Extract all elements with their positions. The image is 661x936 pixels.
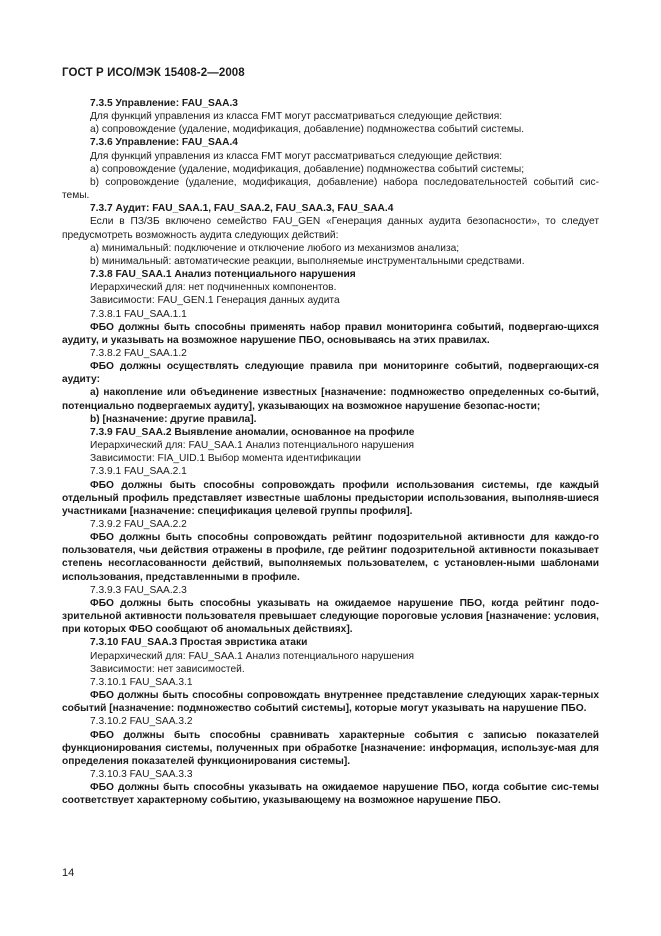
paragraph: ФБО должны быть способны сопровождать рейтинг подозрительной активности для каждо-го пользователя, чьи действия отражены в профиле, где рейтинг подозрительной активности показывает степень несогласованности действий, выполняемых пользователем, с установлен-ными шаблонами использования, представленными в профиле. — [62, 532, 599, 583]
paragraph: Иерархический для: FAU_SAA.1 Анализ потенциального нарушения — [90, 650, 415, 662]
paragraph: 7.3.8.1 FAU_SAA.1.1 — [90, 308, 187, 320]
paragraph: 7.3.10.1 FAU_SAA.3.1 — [90, 676, 193, 688]
paragraph: 7.3.7 Аудит: FAU_SAA.1, FAU_SAA.2, FAU_SAA.3, FAU_SAA.4 — [90, 203, 394, 215]
paragraph: 7.3.5 Управление: FAU_SAA.3 — [90, 98, 238, 109]
paragraph: 7.3.9.1 FAU_SAA.2.1 — [90, 466, 187, 478]
paragraph: ФБО должны быть способны указывать на ожидаемое нарушение ПБО, когда событие сис-темы соответствует характерному событию, указывающему на возможное нарушение ПБО. — [62, 782, 599, 807]
paragraph: 7.3.10 FAU_SAA.3 Простая эвристика атаки — [90, 637, 308, 649]
paragraph: Зависимости: FIA_UID.1 Выбор момента идентификации — [90, 453, 361, 465]
paragraph: 7.3.8.2 FAU_SAA.1.2 — [90, 347, 187, 359]
paragraph: 7.3.9.3 FAU_SAA.2.3 — [90, 584, 187, 596]
paragraph: ФБО должны быть способны сопровождать внутреннее представление следующих харак-терных событий [назначение: подмножество событий системы], которые могут указывать на нарушение ПБО. — [62, 690, 599, 715]
document-body — [62, 97, 599, 807]
paragraph: а) накопление или объединение известных [назначение: подмножество определенных со-бытий, потенциально подвергаемых аудиту], указывающих на возможное нарушение безопас-ности; — [62, 387, 599, 412]
paragraph: Для функций управления из класса FMT могут рассматриваться следующие действия: — [90, 150, 503, 162]
paragraph: ФБО должны быть способны сопровождать профили использования системы, где каждый отдельный профиль представляет известные шаблоны предыстории использования, выполняв-шиеся участниками [назначение: спецификация целевой группы профиля]. — [62, 479, 599, 517]
page-number: 14 — [62, 867, 75, 879]
paragraph: Иерархический для: нет подчиненных компонентов. — [90, 282, 337, 294]
paragraph: ФБО должны быть способны сравнивать характерные события с записью показателей функционирования системы, полученных при обработке [назначение: информация, использує-мая для определения показателей функционирования системы]. — [62, 729, 599, 767]
paragraph: 7.3.6 Управление: FAU_SAA.4 — [90, 137, 238, 149]
paragraph: 7.3.10.2 FAU_SAA.3.2 — [90, 716, 193, 728]
paragraph: 7.3.8 FAU_SAA.1 Анализ потенциального нарушения — [90, 269, 356, 281]
paragraph: b) минимальный: автоматические реакции, выполняемые инструментальными средствами. — [90, 255, 525, 267]
paragraph: 7.3.10.3 FAU_SAA.3.3 — [90, 768, 193, 780]
paragraph: b) [назначение: другие правила]. — [90, 413, 257, 425]
document-header: ГОСТ Р ИСО/МЭК 15408-2—2008 — [62, 67, 245, 79]
paragraph: Зависимости: FAU_GEN.1 Генерация данных аудита — [90, 295, 340, 307]
paragraph: Зависимости: нет зависимостей. — [90, 663, 245, 675]
paragraph: Если в ПЗ/ЗБ включено семейство FAU_GEN «Генерация данных аудита безопасности», то следует предусмотреть возможность аудита следующих действий: — [62, 216, 599, 241]
paragraph: ФБО должны осуществлять следующие правила при мониторинге событий, подвергающих-ся аудиту: — [62, 361, 599, 386]
paragraph: ФБО должны быть способны применять набор правил мониторинга событий, подвергаю-щихся аудиту, и указывать на возможное нарушение ПБО, основываясь на этих правилах. — [62, 321, 599, 346]
paragraph: а) сопровождение (удаление, модификация, добавление) подмножества событий системы. — [90, 124, 525, 136]
paragraph: 7.3.9.2 FAU_SAA.2.2 — [90, 519, 187, 530]
paragraph: а) минимальный: подключение и отключение любого из механизмов анализа; — [90, 242, 460, 254]
paragraph: Для функций управления из класса FMT могут рассматриваться следующие действия: — [90, 111, 503, 123]
paragraph: а) сопровождение (удаление, модификация, добавление) подмножества событий системы; — [90, 163, 525, 175]
paragraph: b) сопровождение (удаление, модификация, добавление) набора последовательностей событий сис-темы. — [62, 176, 599, 202]
paragraph: Иерархический для: FAU_SAA.1 Анализ потенциального нарушения — [90, 440, 415, 452]
paragraph: 7.3.9 FAU_SAA.2 Выявление аномалии, основанное на профиле — [90, 426, 415, 438]
paragraph: ФБО должны быть способны указывать на ожидаемое нарушение ПБО, когда рейтинг подо-зрительной активности пользователя превышает следующие пороговые условия [назначение: условия, при которых ФБО сообщают об аномальных действиях]. — [62, 597, 599, 636]
